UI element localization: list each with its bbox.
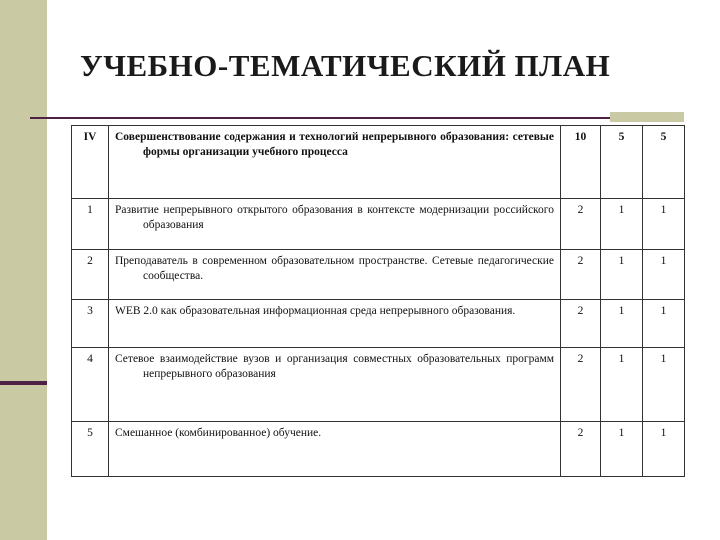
left-decor-accent <box>0 381 47 385</box>
table-row <box>72 422 685 477</box>
row-number: 5 <box>72 422 109 477</box>
hours-col-3: 1 <box>643 300 685 348</box>
hours-total: 2 <box>561 422 601 477</box>
row-number: IV <box>72 126 109 199</box>
hours-col-3: 1 <box>643 348 685 422</box>
page-title: УЧЕБНО-ТЕМАТИЧЕСКИЙ ПЛАН <box>80 48 611 83</box>
table-row <box>72 250 685 300</box>
hours-total: 2 <box>561 199 601 250</box>
hours-total: 2 <box>561 348 601 422</box>
hours-total: 2 <box>561 300 601 348</box>
row-topic: Совершенствование содержания и технологий непрерывного образования: сетевые формы организации учебного процесса <box>109 126 561 199</box>
table-row <box>72 348 685 422</box>
hours-col-2: 5 <box>601 126 643 199</box>
hours-total: 2 <box>561 250 601 300</box>
row-topic: WEB 2.0 как образовательная информационная среда непрерывного образования. <box>109 300 561 348</box>
hours-col-3: 5 <box>643 126 685 199</box>
row-topic: Смешанное (комбинированное) обучение. <box>109 422 561 477</box>
row-topic: Преподаватель в современном образовательном пространстве. Сетевые педагогические сообщества. <box>109 250 561 300</box>
row-number: 4 <box>72 348 109 422</box>
hours-col-3: 1 <box>643 199 685 250</box>
row-number: 2 <box>72 250 109 300</box>
hours-col-2: 1 <box>601 250 643 300</box>
table-row <box>72 300 685 348</box>
row-topic: Сетевое взаимодействие вузов и организация совместных образовательных программ непрерывного образования <box>109 348 561 422</box>
row-number: 3 <box>72 300 109 348</box>
hours-total: 10 <box>561 126 601 199</box>
hours-col-2: 1 <box>601 348 643 422</box>
hours-col-2: 1 <box>601 199 643 250</box>
hours-col-2: 1 <box>601 422 643 477</box>
table-row <box>72 199 685 250</box>
row-topic: Развитие непрерывного открытого образования в контексте модернизации российского образования <box>109 199 561 250</box>
hours-col-3: 1 <box>643 250 685 300</box>
title-underline <box>30 117 610 119</box>
plan-table <box>71 125 685 477</box>
left-decor-band <box>0 0 47 540</box>
hours-col-2: 1 <box>601 300 643 348</box>
hours-col-3: 1 <box>643 422 685 477</box>
table-row-section <box>72 126 685 199</box>
row-number: 1 <box>72 199 109 250</box>
title-underline-accent <box>610 112 684 122</box>
